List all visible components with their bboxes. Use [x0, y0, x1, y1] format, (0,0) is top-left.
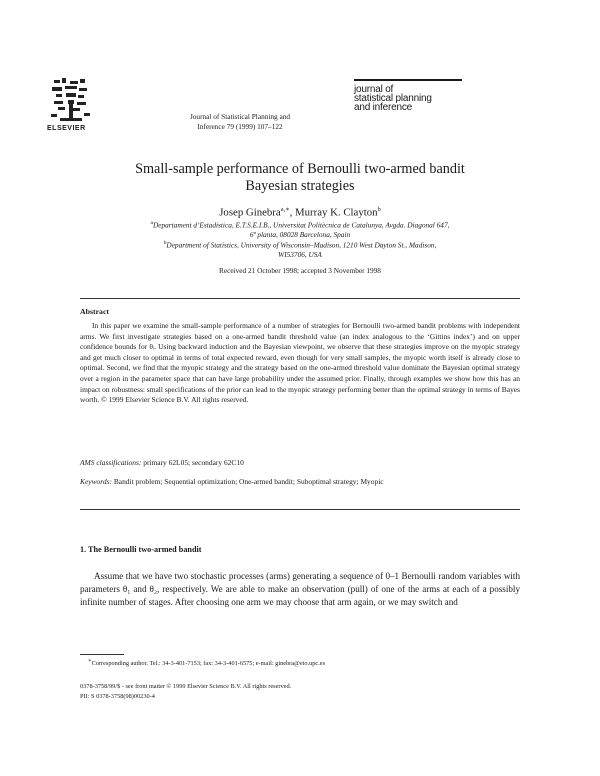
journal-logo-text [354, 85, 462, 112]
author-separator: , [289, 206, 293, 219]
footnote [80, 658, 520, 667]
affiliation-text: WI53706, USA [278, 250, 322, 260]
journal-logo-rule [354, 79, 462, 81]
affiliation-text: Department of Statistics, University of Wisconsin–Madison, 1210 West Dayton St., Madison, [166, 240, 437, 250]
journal-ref-line2: Inference 79 (1999) 107–122 [197, 122, 283, 131]
abstract-text: In this paper we examine the small-sample performance of a number of strategies for Bernoulli two-armed bandit problems with independent arms. We first investigate strategies based on a one-armed bandit threshold value (an index analogous to the ‘Gittins index’) and on upper confidence bounds for θᵢ. Using backward induction and the Bayesian viewpoint, we observe that these strategies improve on the myopic strategy and get much closer to optimal in terms of total expected reward, even though for very small samples, the myopic worth itself is already close to optimal. Second, we find that the myopic strategy and the strategy based on the one-armed threshold value dominate the Bayesian optimal strategy over a region in the parameter space that can have large probability under the assumed prior. Finally, through examples we show how this has an impact on robustness: small specifications of the prior can lead to the myopic strategy performing better than the optimal strategy in terms of Bayes worth. © 1999 Elsevier Science B.V. All rights reserved. [80, 321, 520, 405]
elsevier-tree-logo-icon [46, 76, 96, 126]
divider [80, 298, 520, 299]
copyright-line: 0378-3758/99/$ - see front matter © 1999 Elsevier Science B.V. All rights reserved. [80, 683, 292, 690]
title-line1: Small-sample performance of Bernoulli two-armed bandit [135, 161, 465, 177]
paper-title [60, 161, 540, 194]
affiliation-text: 6ª planta, 08028 Barcelona, Spain [249, 230, 351, 240]
author-affil-mark: a, [280, 206, 286, 213]
ams-label: AMS classifications: [80, 458, 142, 467]
pii-line: PII: S 0378-3758(98)00230-4 [80, 693, 155, 700]
affiliation-b [70, 239, 530, 260]
author-name: Josep Ginebra [219, 206, 281, 219]
footnote-text: Corresponding author. Tel.: 34-3-401-7153; fax: 34-3-401-6575; e-mail: ginebra@eio.upc.es [91, 660, 326, 668]
author-name: Murray K. Clayton [295, 206, 378, 219]
publisher-logo-word: ELSEVIER [47, 125, 86, 132]
journal-reference [150, 112, 330, 132]
footnote-mark: ∗ [88, 658, 92, 664]
authors [80, 205, 520, 219]
ams-value: primary 62L05; secondary 62C10 [143, 458, 244, 467]
journal-logo-line: and inference [354, 101, 413, 113]
author-affil-mark: b [377, 206, 381, 213]
journal-logo-line: statistical planning [354, 92, 432, 104]
corresponding-mark: ∗ [285, 206, 290, 213]
journal-logo-line: journal of [354, 83, 394, 95]
section-heading: 1. The Bernoulli two-armed bandit [80, 545, 202, 554]
affiliation-a [70, 219, 530, 240]
affiliation-text: Departament d’Estadística, E.T.S.E.I.B., Universitat Politècnica de Catalunya, Avgda. Diagonal 647, [153, 220, 450, 230]
section-body: Assume that we have two stochastic processes (arms) generating a sequence of 0–1 Bernoulli random variables with parameters θ₁ and θ₂, respectively. We are able to make an observation (pull) of one of the arms at each of a possibly infinite number of stages. After choosing one arm we may choose that arm again, or we may switch and [80, 571, 520, 607]
keywords-value: Bandit problem; Sequential optimization; One-armed bandit; Suboptimal strategy; Myopic [113, 477, 384, 486]
journal-ref-line1: Journal of Statistical Planning and [189, 112, 291, 121]
footnote-rule [80, 654, 124, 655]
divider [80, 509, 520, 510]
keywords [80, 477, 520, 488]
journal-logo [354, 79, 462, 127]
abstract-heading: Abstract [80, 307, 110, 316]
affiliation-label: b [163, 240, 167, 246]
received-dates: Received 21 October 1998; accepted 3 November 1998 [219, 266, 381, 275]
ams-classifications [80, 458, 520, 467]
title-line2: Bayesian strategies [245, 177, 355, 194]
keywords-label: Keywords: [80, 477, 112, 486]
affiliation-label: a [150, 220, 153, 226]
